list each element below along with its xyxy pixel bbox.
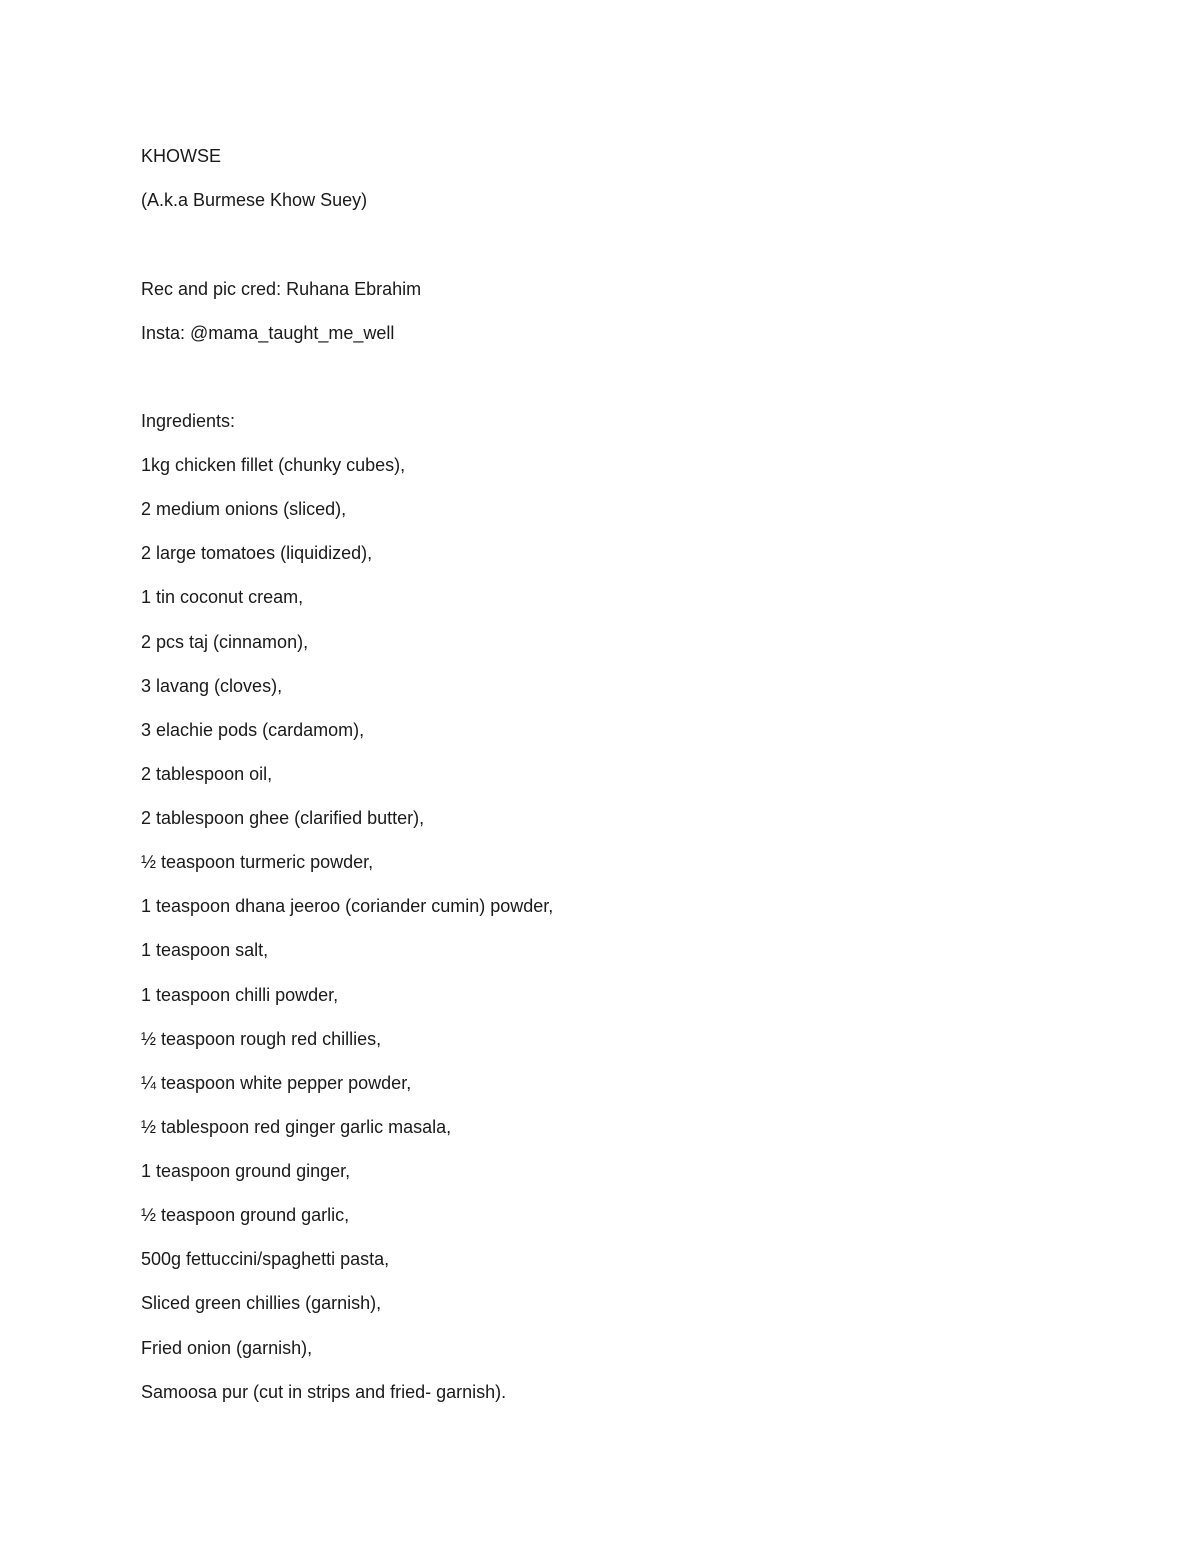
ingredient-item: 3 lavang (cloves),: [141, 676, 283, 696]
ingredient-item: ½ teaspoon ground garlic,: [141, 1205, 350, 1225]
recipe-subtitle: (A.k.a Burmese Khow Suey): [141, 190, 368, 210]
ingredient-item: 2 medium onions (sliced),: [141, 499, 347, 519]
ingredient-item: 3 elachie pods (cardamom),: [141, 720, 365, 740]
instagram-handle: Insta: @mama_taught_me_well: [141, 323, 395, 343]
recipe-title: KHOWSE: [141, 146, 222, 166]
ingredient-item: 500g fettuccini/spaghetti pasta,: [141, 1249, 390, 1269]
ingredient-item: 2 pcs taj (cinnamon),: [141, 632, 309, 652]
ingredient-item: 1kg chicken fillet (chunky cubes),: [141, 455, 406, 475]
ingredient-item: 2 tablespoon ghee (clarified butter),: [141, 808, 425, 828]
ingredient-item: 1 teaspoon salt,: [141, 940, 269, 960]
ingredient-item: 1 teaspoon ground ginger,: [141, 1161, 351, 1181]
ingredients-heading: Ingredients:: [141, 411, 236, 431]
ingredient-item: ½ teaspoon turmeric powder,: [141, 852, 374, 872]
ingredient-item: Fried onion (garnish),: [141, 1338, 313, 1358]
ingredient-item: 1 teaspoon chilli powder,: [141, 985, 339, 1005]
ingredient-item: ½ teaspoon rough red chillies,: [141, 1029, 382, 1049]
ingredient-item: 1 teaspoon dhana jeeroo (coriander cumin) powder,: [141, 896, 554, 916]
recipe-credit: Rec and pic cred: Ruhana Ebrahim: [141, 279, 422, 299]
ingredient-item: Sliced green chillies (garnish),: [141, 1293, 382, 1313]
ingredient-item: Samoosa pur (cut in strips and fried- garnish).: [141, 1382, 507, 1402]
ingredient-item: ½ tablespoon red ginger garlic masala,: [141, 1117, 452, 1137]
ingredient-item: ¼ teaspoon white pepper powder,: [141, 1073, 412, 1093]
ingredient-item: 1 tin coconut cream,: [141, 587, 304, 607]
ingredient-item: 2 large tomatoes (liquidized),: [141, 543, 373, 563]
ingredient-item: 2 tablespoon oil,: [141, 764, 273, 784]
